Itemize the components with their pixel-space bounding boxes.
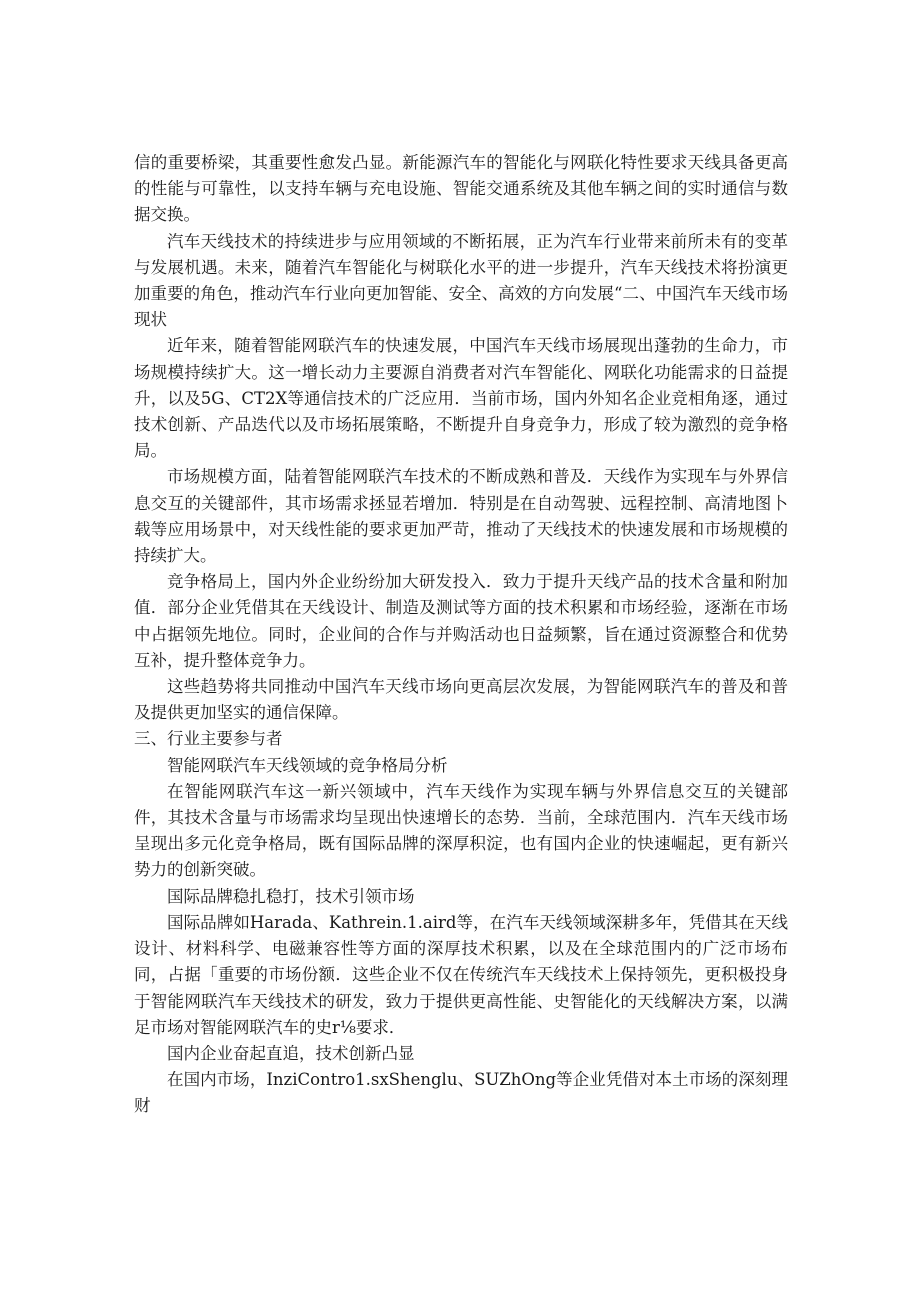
paragraph: 国际品牌如Harada、Kathrein.1.aird等，在汽车天线领域深耕多年，凭借其在天线设计、材料科学、电磁兼容性等方面的深厚技术积累，以及在全球范围内的广泛市场布同，占据「重要的市场份额．这些企业不仅在传统汽车天线技术上保持领先，更积极投身于智能网联汽车天线技术的研发，致力于提供更高性能、史智能化的天线解决方案，以满足市场对智能网联汽车的史r⅛要求． [134, 912, 788, 1037]
paragraph: 信的重要桥梁，其重要性愈发凸显。新能源汽车的智能化与网联化特性要求天线具备更高的性能与可靠性，以支持车辆与充电设施、智能交通系统及其他车辆之间的实时通信与数据交换。 [134, 153, 788, 225]
paragraph: 汽车天线技术的持续进步与应用领域的不断拓展，正为汽车行业带来前所未有的变革与发展机遇。未来，随着汽车智能化与树联化水平的进一步提升，汽车天线技术将扮演更加重要的角色，推动汽车行业向更加智能、安全、高效的方向发展“二、中国汽车天线市场现状 [134, 231, 788, 330]
subsection-heading: 国内企业奋起直追，技术创新凸显 [167, 1043, 415, 1063]
paragraph: 市场规模方面，陆着智能网联汽车技术的不断成熟和普及．天线作为实现车与外界信息交互的关键部件，其市场需求拯显若增加．特别是在自动驾驶、远程控制、高清地图卜载等应用场景中，对天线性能的要求更加严苛，推动了天线技术的快速发展和市场规模的持续扩大。 [134, 467, 788, 566]
subsection-heading: 国际品牌稳扎稳打，技术引领市场 [167, 886, 415, 906]
paragraph: 在国内市场，InziContro1.sxShenglu、SUZhOng等企业凭借对本土市场的深刻理财 [134, 1070, 788, 1116]
document-body [134, 150, 788, 1120]
subsection-heading: 智能网联汽车天线领域的竞争格局分析 [167, 755, 448, 775]
paragraph: 竞争格局上，国内外企业纷纷加大研发投入．致力于提升天线产品的技术含量和附加值．部分企业凭借其在天线设计、制造及测试等方面的技术积累和市场经验，逐渐在市场中占据领先地位。同时，企业间的合作与并购活动也日益频繁，旨在通过资源整合和优势互补，提升整体竞争力。 [134, 572, 788, 670]
paragraph: 在智能网联汽车这一新兴领域中，汽车天线作为实现车辆与外界信息交互的关键部件，其技术含量与市场需求均呈现出快速增长的态势．当前，全球范围内．汽车天线市场呈现出多元化竞争格局，既有国际品牌的深厚积淀，也有国内企业的快速崛起，更有新兴势力的创新突破。 [134, 781, 788, 880]
paragraph: 这些趋势将共同推动中国汽车天线市场向更高层次发展，为智能网联汽车的普及和普及提供更加坚实的通信保障。 [134, 677, 788, 723]
paragraph: 近年来，随着智能网联汽车的快速发展，中国汽车天线市场展现出蓬勃的生命力，市场规模持续扩大。这一增长动力主要源自消费者对汽车智能化、网联化功能需求的日益提升，以及5G、CT2X等通信技术的广泛应用．当前市场，国内外知名企业竞相角逐，通过技术创新、产品迭代以及市场拓展策略，不断提升自身竞争力，形成了较为激烈的竞争格局。 [134, 336, 788, 461]
section-heading: 三、行业主要参与者 [134, 729, 283, 749]
